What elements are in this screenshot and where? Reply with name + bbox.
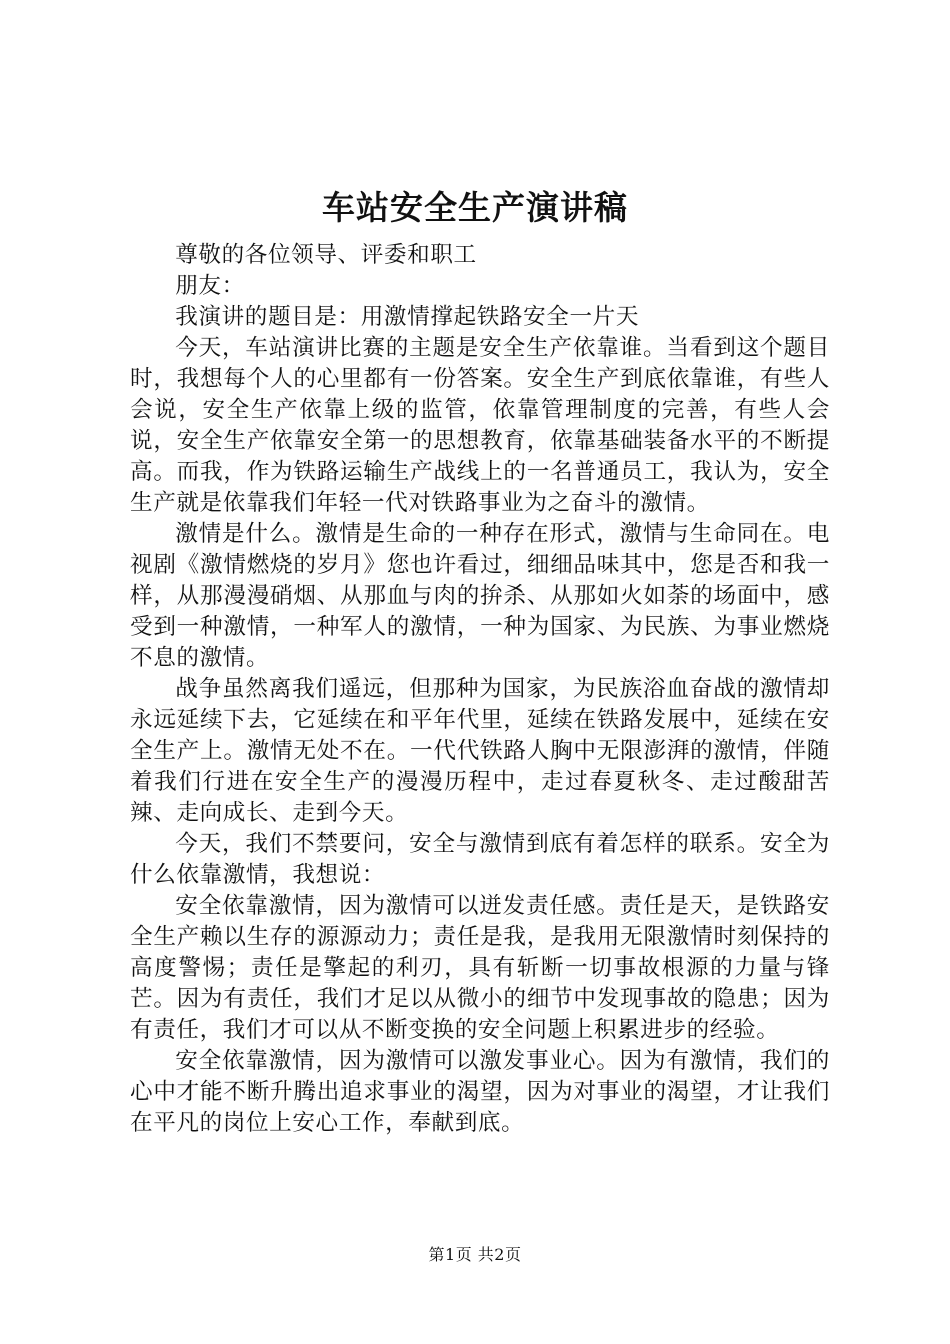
document-body <box>130 240 830 1139</box>
speech-topic: 我演讲的题目是：用激情撑起铁路安全一片天 <box>175 304 640 330</box>
salutation-line-2: 朋友： <box>175 273 245 299</box>
document-title: 车站安全生产演讲稿 <box>322 188 628 227</box>
paragraph: 激情是什么。激情是生命的一种存在形式，激情与生命同在。电视剧《激情燃烧的岁月》您也许看过，细细品味其中，您是否和我一样，从那漫漫硝烟、从那血与肉的拚杀、从那如火如荼的场面中，感受到一种激情，一种军人的激情，一种为国家、为民族、为事业燃烧不息的激情。 <box>130 521 830 671</box>
paragraph: 安全依靠激情，因为激情可以激发事业心。因为有激情，我们的心中才能不断升腾出追求事业的渴望，因为对事业的渴望，才让我们在平凡的岗位上安心工作，奉献到底。 <box>130 1048 830 1136</box>
paragraph: 今天，车站演讲比赛的主题是安全生产依靠谁。当看到这个题目时，我想每个人的心里都有一份答案。安全生产到底依靠谁，有些人会说，安全生产依靠上级的监管，依靠管理制度的完善，有些人会说，安全生产依靠安全第一的思想教育，依靠基础装备水平的不断提高。而我，作为铁路运输生产战线上的一名普通员工，我认为，安全生产就是依靠我们年轻一代对铁路事业为之奋斗的激情。 <box>130 335 830 516</box>
salutation-line-1: 尊敬的各位领导、评委和职工 <box>175 242 477 268</box>
paragraph: 安全依靠激情，因为激情可以迸发责任感。责任是天，是铁路安全生产赖以生存的源源动力；责任是我，是我用无限激情时刻保持的高度警惕；责任是擎起的利刃，具有斩断一切事故根源的力量与锋芒。因为有责任，我们才足以从微小的细节中发现事故的隐患；因为有责任，我们才可以从不断变换的安全问题上积累进步的经验。 <box>130 893 830 1043</box>
paragraph: 战争虽然离我们遥远，但那种为国家，为民族浴血奋战的激情却永远延续下去，它延续在和平年代里，延续在铁路发展中，延续在安全生产上。激情无处不在。一代代铁路人胸中无限澎湃的激情，伴随着我们行进在安全生产的漫漫历程中，走过春夏秋冬、走过酸甜苦辣、走向成长、走到今天。 <box>130 676 830 826</box>
paragraph: 今天，我们不禁要问，安全与激情到底有着怎样的联系。安全为什么依靠激情，我想说： <box>130 831 830 888</box>
page-number-footer: 第1页 共2页 <box>428 1245 522 1264</box>
